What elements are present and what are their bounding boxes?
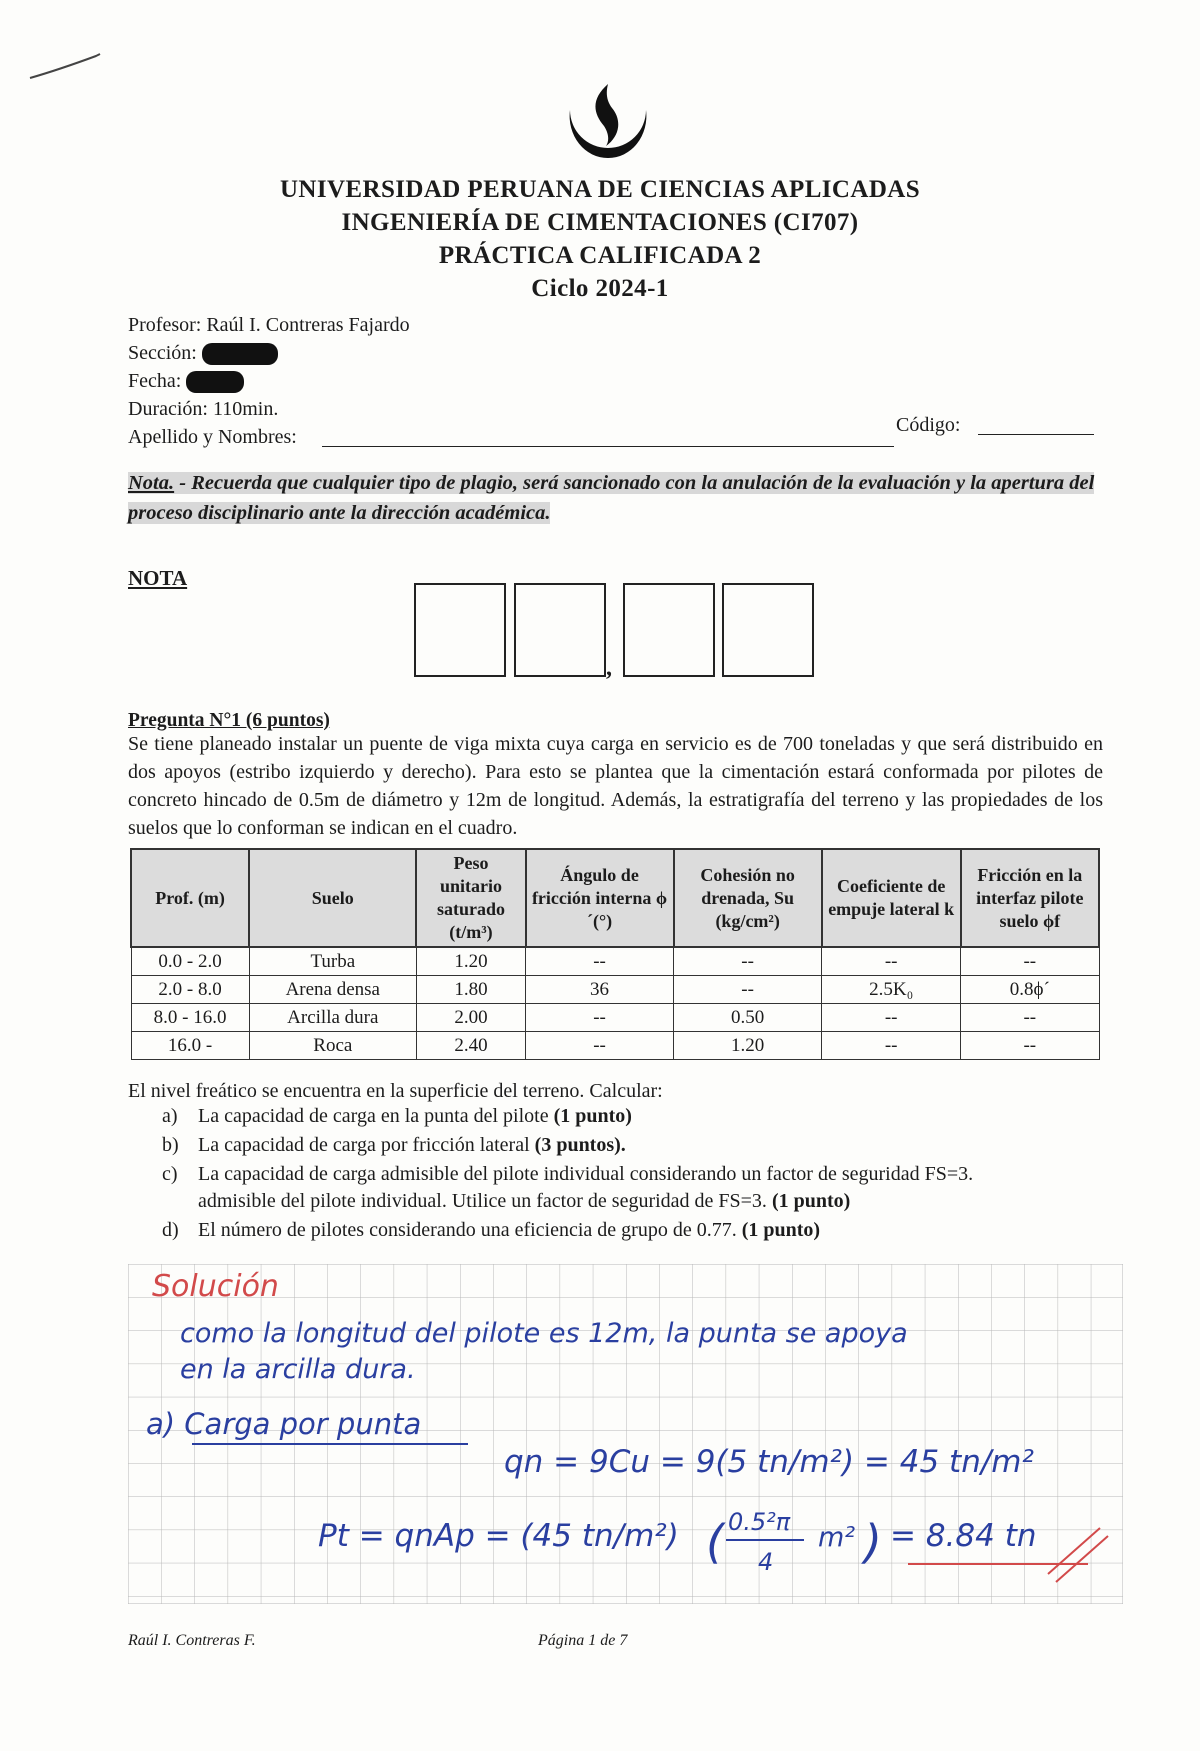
table-header-cell: Peso unitario saturado (t/m³): [416, 849, 525, 947]
grade-box[interactable]: [722, 583, 814, 677]
table-cell: --: [526, 1004, 674, 1032]
table-cell: --: [822, 1032, 961, 1060]
table-cell: Arena densa: [249, 976, 416, 1004]
list-item: [162, 1134, 626, 1157]
table-cell: Turba: [249, 947, 416, 976]
question-statement: Se tiene planeado instalar un puente de viga mixta cuya carga en servicio es de 700 toneladas y que será distribuido en dos apoyos (estribo izquierdo y derecho). Para esto se plantea que la cimentación estará conformada por pilotes de concreto hincado de 0.5m de diámetro y 12m de longitud. Además, la estratigrafía del terreno y las propiedades de los suelos que lo conforman se indican en el cuadro.: [128, 733, 1103, 839]
item-label: d): [162, 1219, 179, 1241]
table-header-cell: Fricción en la interfaz pilote suelo ϕf: [961, 849, 1099, 947]
university-logo-icon: [562, 80, 654, 164]
list-item: [162, 1163, 973, 1186]
table-cell: 8.0 - 16.0: [131, 1004, 249, 1032]
item-points: (1 punto): [553, 1105, 632, 1127]
item-text: La capacidad de carga en la punta del pilote: [198, 1105, 554, 1127]
table-cell: --: [674, 976, 822, 1004]
table-row: [131, 947, 1099, 976]
code-field[interactable]: [978, 434, 1094, 435]
table-cell: 1.20: [416, 947, 525, 976]
table-header-cell: Suelo: [249, 849, 416, 947]
note-text: - Recuerda que cualquier tipo de plagio, será sancionado con la anulación de la evaluación y la apertura del proceso disciplinario ante la dirección académica.: [128, 472, 1095, 524]
table-row: [131, 976, 1099, 1004]
open-paren: (: [706, 1515, 724, 1569]
table-cell: 2.0 - 8.0: [131, 976, 249, 1004]
course-title: INGENIERÍA DE CIMENTACIONES (CI707): [341, 209, 859, 236]
grade-label: NOTA: [128, 566, 188, 590]
table-cell: 16.0 -: [131, 1032, 249, 1060]
table-cell: 0.0 - 2.0: [131, 947, 249, 976]
equation-tip-load: Pt = qnAp = (45 tn/m²): [318, 1518, 679, 1554]
grade-box[interactable]: [414, 583, 506, 677]
section-line: [128, 342, 278, 365]
table-header-cell: Prof. (m): [131, 849, 249, 947]
item-points: (1 punto): [741, 1219, 821, 1241]
table-row: [131, 1032, 1099, 1060]
table-header-cell: Cohesión no drenada, Su (kg/cm²): [674, 849, 822, 947]
table-cell: --: [674, 947, 822, 976]
water-table-note: El nivel freático se encuentra en la superficie del terreno. Calcular:: [128, 1080, 663, 1102]
table-header-cell: Coeficiente de empuje lateral k: [822, 849, 961, 947]
item-text: La capacidad de carga por fricción lateral: [198, 1134, 535, 1156]
item-label: c): [162, 1163, 178, 1185]
item-points: (3 puntos).: [534, 1134, 626, 1156]
table-cell: --: [822, 947, 961, 976]
table-cell: 0.50: [674, 1004, 822, 1032]
cycle-label: Ciclo 2024-1: [531, 275, 669, 302]
item-label: b): [162, 1134, 179, 1156]
table-cell: --: [822, 1004, 961, 1032]
solution-heading: Solución: [152, 1269, 279, 1304]
table-cell: 2.5K₀: [822, 976, 961, 1004]
redaction-mark: [202, 343, 278, 365]
equation-result: = 8.84 tn: [890, 1518, 1037, 1554]
footer-page-number: Página 1 de 7: [538, 1632, 628, 1649]
table-cell: Roca: [249, 1032, 416, 1060]
solution-grid: [128, 1264, 1123, 1604]
list-item: [162, 1219, 820, 1242]
fraction-unit: m²: [818, 1522, 856, 1553]
section-label: Sección:: [128, 342, 197, 364]
fraction-numerator: 0.5²π: [728, 1508, 791, 1536]
table-cell: 1.80: [416, 976, 525, 1004]
equation-tip-stress: qn = 9Cu = 9(5 tn/m²) = 45 tn/m²: [504, 1444, 1034, 1480]
table-cell: 2.00: [416, 1004, 525, 1032]
duration-line: Duración: 110min.: [128, 398, 279, 420]
table-cell: 36: [526, 976, 674, 1004]
item-text: La capacidad de carga admisible del pilote individual considerando un factor de seguridad FS=3.: [198, 1163, 974, 1185]
name-label: Apellido y Nombres:: [128, 426, 297, 448]
table-cell: --: [526, 1032, 674, 1060]
table-cell: --: [961, 1004, 1099, 1032]
date-line: [128, 370, 244, 393]
table-row: [131, 1004, 1099, 1032]
university-name: UNIVERSIDAD PERUANA DE CIENCIAS APLICADAS: [279, 176, 921, 203]
redaction-mark: [186, 371, 244, 393]
table-header-row: [131, 849, 1099, 947]
item-label: a): [162, 1105, 178, 1127]
table-cell: Arcilla dura: [249, 1004, 416, 1032]
item-points: (1 punto): [771, 1190, 851, 1212]
table-cell: --: [526, 947, 674, 976]
part-a-heading: a) Carga por punta: [146, 1407, 422, 1441]
code-label: Código:: [896, 414, 961, 436]
fraction-denominator: 4: [758, 1548, 774, 1576]
exam-title: PRÁCTICA CALIFICADA 2: [438, 242, 762, 269]
solution-line: como la longitud del pilote es 12m, la punta se apoya: [180, 1318, 908, 1349]
decimal-separator: ,: [606, 655, 612, 681]
list-item: [162, 1190, 850, 1213]
table-cell: --: [961, 1032, 1099, 1060]
solution-line: en la arcilla dura.: [180, 1354, 416, 1385]
question-title: Pregunta N°1 (6 puntos): [128, 710, 330, 731]
grade-box[interactable]: [514, 583, 606, 677]
table-cell: 1.20: [674, 1032, 822, 1060]
date-label: Fecha:: [128, 370, 182, 392]
close-paren: ): [864, 1515, 882, 1569]
professor-line: Profesor: Raúl I. Contreras Fajardo: [128, 314, 410, 336]
table-cell: 2.40: [416, 1032, 525, 1060]
soil-properties-table: [130, 848, 1100, 1060]
item-text: El número de pilotes considerando una eficiencia de grupo de 0.77.: [198, 1219, 742, 1241]
pencil-mark: [28, 48, 108, 82]
grade-box[interactable]: [623, 583, 715, 677]
table-cell: --: [961, 947, 1099, 976]
list-item: [162, 1105, 632, 1128]
table-header-cell: Ángulo de fricción interna ϕ´(°): [526, 849, 674, 947]
plagiarism-note: [128, 468, 1103, 528]
name-field[interactable]: [322, 446, 894, 447]
note-prefix: Nota.: [128, 472, 175, 494]
footer-author: Raúl I. Contreras F.: [128, 1632, 256, 1649]
item-text: admisible del pilote individual. Utilice un factor de seguridad de FS=3.: [198, 1190, 772, 1212]
table-cell: 0.8ϕ´: [961, 976, 1099, 1004]
